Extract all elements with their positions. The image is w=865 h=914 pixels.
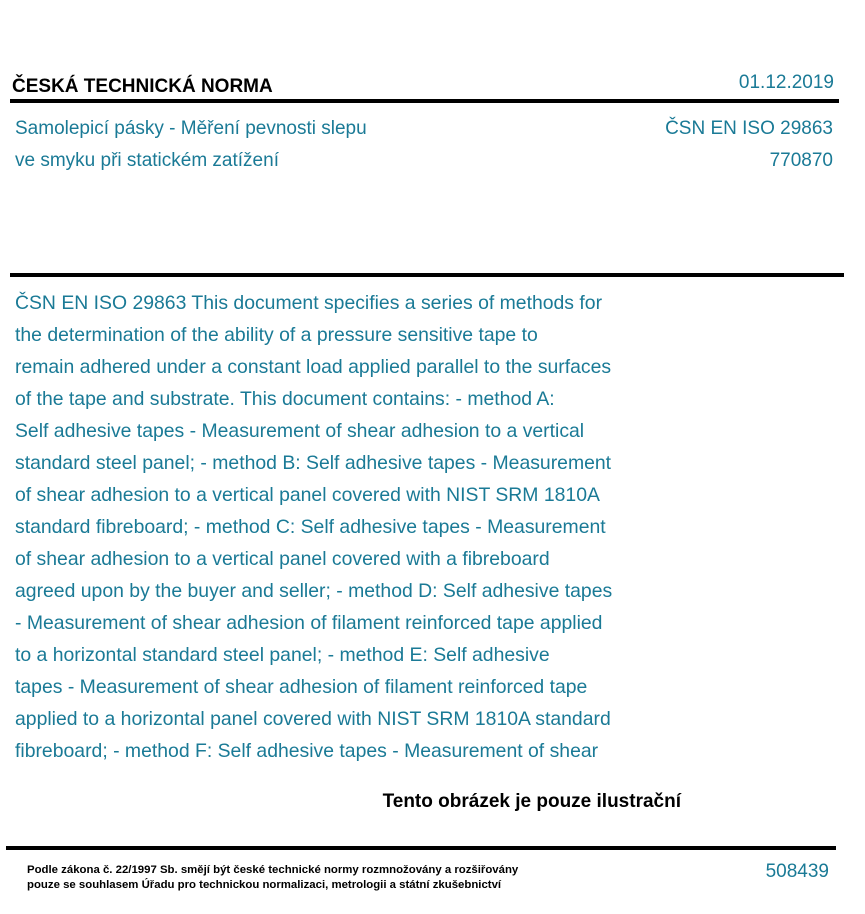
abstract-line: of shear adhesion to a vertical panel covered with a fibreboard xyxy=(15,548,550,570)
abstract-line: Self adhesive tapes - Measurement of shear adhesion to a vertical xyxy=(15,420,585,442)
document-id: 508439 xyxy=(765,861,829,882)
standard-title-line-2: ve smyku při statickém zatížení xyxy=(15,150,279,171)
abstract-line: tapes - Measurement of shear adhesion of filament reinforced tape xyxy=(15,676,588,698)
abstract-line: remain adhered under a constant load applied parallel to the surfaces xyxy=(15,356,612,378)
abstract-line: applied to a horizontal panel covered with NIST SRM 1810A standard xyxy=(15,708,611,730)
illustration-note: Tento obrázek je pouze ilustrační xyxy=(382,791,681,812)
abstract-line: standard fibreboard; - method C: Self adhesive tapes - Measurement xyxy=(15,516,606,538)
abstract-line: the determination of the ability of a pressure sensitive tape to xyxy=(15,324,538,346)
legal-notice-line-1: Podle zákona č. 22/1997 Sb. smějí být české technické normy rozmnožovány a rozšiřovány xyxy=(27,864,519,876)
standard-title-line-1: Samolepicí pásky - Měření pevnosti slepu xyxy=(15,118,367,139)
publication-date: 01.12.2019 xyxy=(738,72,834,93)
abstract-line: ČSN EN ISO 29863 This document specifies a series of methods for xyxy=(15,292,603,314)
abstract-line: agreed upon by the buyer and seller; - method D: Self adhesive tapes xyxy=(15,580,613,602)
abstract-line: of shear adhesion to a vertical panel covered with NIST SRM 1810A xyxy=(15,484,600,506)
header-rule xyxy=(10,99,839,103)
footer-rule xyxy=(6,846,836,850)
section-rule xyxy=(10,273,844,277)
standard-series-heading: ČESKÁ TECHNICKÁ NORMA xyxy=(12,76,273,97)
abstract-line: - Measurement of shear adhesion of filament reinforced tape applied xyxy=(15,612,603,634)
classification-code: 770870 xyxy=(769,150,833,171)
abstract-line: of the tape and substrate. This document contains: - method A: xyxy=(15,388,555,410)
abstract-line: standard steel panel; - method B: Self adhesive tapes - Measurement xyxy=(15,452,612,474)
standard-number: ČSN EN ISO 29863 xyxy=(665,118,833,139)
legal-notice-line-2: pouze se souhlasem Úřadu pro technickou normalizaci, metrologii a státní zkušebnictví xyxy=(27,879,502,891)
abstract xyxy=(15,287,695,767)
abstract-line: fibreboard; - method F: Self adhesive tapes - Measurement of shear xyxy=(15,740,599,762)
legal-notice xyxy=(27,863,518,893)
abstract-line: to a horizontal standard steel panel; - method E: Self adhesive xyxy=(15,644,550,666)
